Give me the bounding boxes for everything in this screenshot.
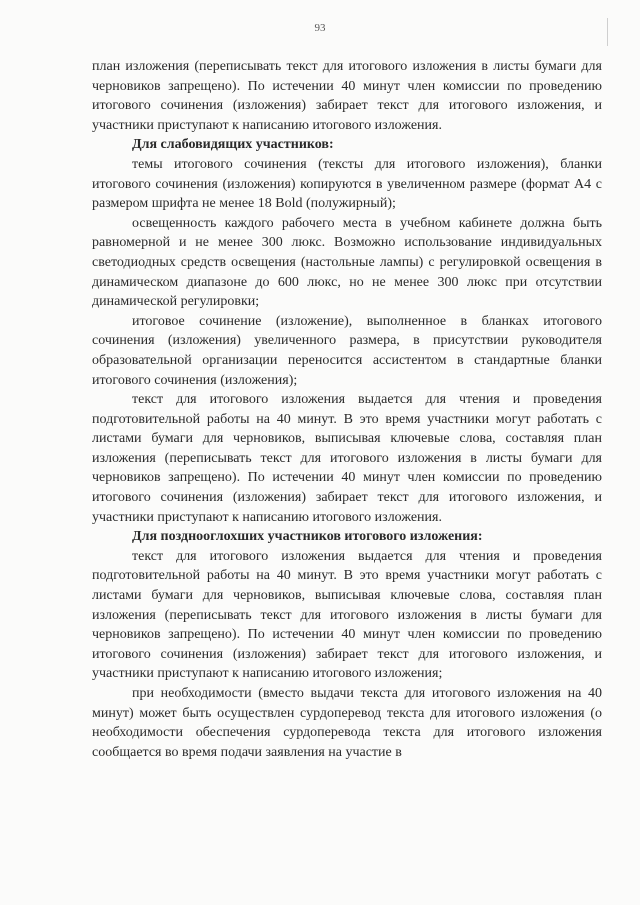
page-number: 93	[314, 22, 326, 34]
paragraph-continuation: план изложения (переписывать текст для итогового изложения в листы бумаги для черновиков запрещено). По истечении 40 минут член комиссии по проведению итогового сочинения (изложения) забирает текст для итогового изложения, и участники приступают к написанию итогового изложения.	[92, 59, 602, 133]
paragraph-enlarged-forms: темы итогового сочинения (тексты для итогового изложения), бланки итогового сочинения (изложения) копируются в увеличенном размере (формат А4 с размером шрифта не менее 18 Bold (полужирный);	[92, 156, 602, 212]
paragraph-reading-time-low-vision: текст для итогового изложения выдается для чтения и проведения подготовительной работы на 40 минут. В это время участники могут работать с листами бумаги для черновиков, выписывая ключевые слова, составляя план изложения (переписывать текст для итогового изложения в листы бумаги для черновиков запрещено). По истечении 40 минут член комиссии по проведению итогового сочинения (изложения) забирает текст для итогового изложения, и участники приступают к написанию итогового изложения.	[92, 392, 602, 525]
paragraph-transfer-to-standard-forms: итоговое сочинение (изложение), выполненное в бланках итогового сочинения (изложения) увеличенного размера, в присутствии руководителя образовательной организации переносится ассистентом в стандартные бланки итогового сочинения (изложения);	[92, 313, 602, 388]
section-heading-low-vision: Для слабовидящих участников:	[132, 137, 334, 153]
section-heading-late-deafened: Для позднооглохших участников итогового изложения:	[132, 529, 483, 545]
paragraph-lighting: освещенность каждого рабочего места в учебном кабинете должна быть равномерной и не менее 300 люкс. Возможно использование индивидуальных светодиодных средств освещения (настольные лампы) с регулировкой освещения в динамическом диапазоне до 600 люкс, но не менее 300 люкс при отсутствии динамической регулировки;	[92, 215, 602, 310]
document-body	[92, 57, 602, 762]
paragraph-sign-language: при необходимости (вместо выдачи текста для итогового изложения на 40 минут) может быть осуществлен сурдоперевод текста для итогового изложения (о необходимости обеспечения сурдоперевода текста для итогового изложения сообщается во время подачи заявления на участие в	[92, 686, 602, 760]
paragraph-reading-time-late-deafened: текст для итогового изложения выдается для чтения и проведения подготовительной работы на 40 минут. В это время участники могут работать с листами бумаги для черновиков, выписывая ключевые слова, составляя план изложения (переписывать текст для итогового изложения в листы бумаги для черновиков запрещено). По истечении 40 минут член комиссии по проведению итогового сочинения (изложения) забирает текст для итогового изложения, и участники приступают к написанию итогового изложения;	[92, 548, 602, 682]
